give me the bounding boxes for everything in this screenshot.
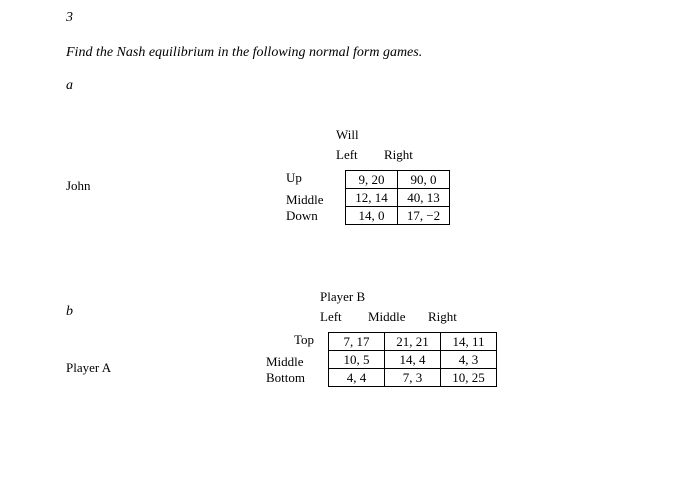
- part-a-row-player: John: [66, 178, 91, 193]
- payoff-cell: 14, 11: [441, 333, 497, 351]
- payoff-cell: 4, 3: [441, 351, 497, 369]
- table-row: [329, 351, 497, 369]
- question-text: Find the Nash equilibrium in the following normal form games.: [66, 45, 423, 60]
- payoff-cell: 9, 20: [346, 171, 398, 189]
- table-row: [346, 207, 450, 225]
- table-row: [329, 333, 497, 351]
- payoff-cell: 7, 17: [329, 333, 385, 351]
- payoff-cell: 12, 14: [346, 189, 398, 207]
- part-b-column-right: Right: [428, 309, 457, 324]
- part-b-row-middle: Middle: [266, 354, 304, 369]
- part-a-label: a: [66, 78, 73, 93]
- payoff-cell: 14, 4: [385, 351, 441, 369]
- problem-number: 3: [66, 10, 73, 25]
- part-b-payoff-matrix: [328, 332, 497, 387]
- table-row: [346, 171, 450, 189]
- payoff-cell: 4, 4: [329, 369, 385, 387]
- payoff-cell: 40, 13: [398, 189, 450, 207]
- payoff-cell: 7, 3: [385, 369, 441, 387]
- payoff-cell: 17, −2: [398, 207, 450, 225]
- payoff-cell: 21, 21: [385, 333, 441, 351]
- payoff-cell: 90, 0: [398, 171, 450, 189]
- part-a-row-middle: Middle: [286, 192, 324, 207]
- table-row: [346, 189, 450, 207]
- part-a-row-up: Up: [286, 170, 302, 185]
- part-a-row-down: Down: [286, 208, 318, 223]
- payoff-cell: 10, 25: [441, 369, 497, 387]
- part-b-column-player: Player B: [320, 289, 366, 304]
- part-a-column-left: Left: [336, 147, 358, 162]
- payoff-cell: 10, 5: [329, 351, 385, 369]
- part-a-payoff-matrix: [345, 170, 450, 225]
- part-b-column-left: Left: [320, 309, 342, 324]
- part-a-column-right: Right: [384, 147, 413, 162]
- part-b-label: b: [66, 304, 73, 319]
- table-row: [329, 369, 497, 387]
- part-a-column-player: Will: [336, 127, 359, 142]
- part-b-row-player: Player A: [66, 360, 112, 375]
- part-b-row-top: Top: [294, 332, 315, 347]
- payoff-cell: 14, 0: [346, 207, 398, 225]
- part-b-row-bottom: Bottom: [266, 370, 306, 385]
- part-b-column-middle: Middle: [368, 309, 406, 324]
